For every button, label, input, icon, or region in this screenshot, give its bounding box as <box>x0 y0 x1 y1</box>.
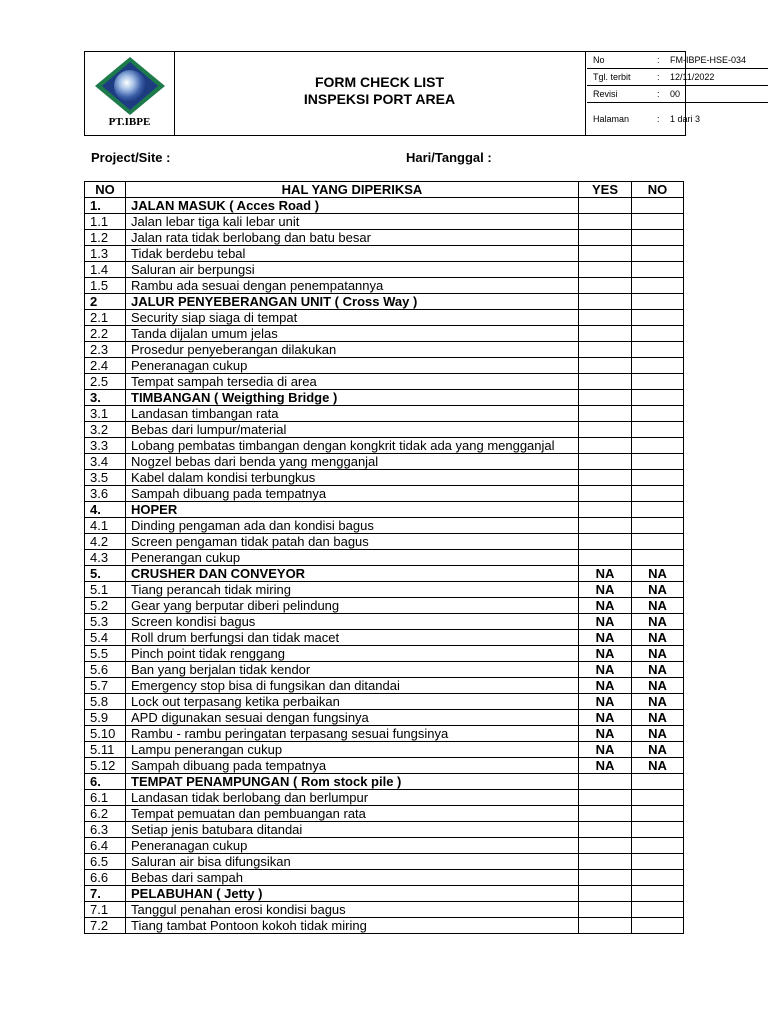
row-number: 5.4 <box>85 630 126 646</box>
table-row <box>85 742 684 758</box>
row-number: 6.1 <box>85 790 126 806</box>
table-row <box>85 550 684 566</box>
row-yes-cell[interactable] <box>579 886 632 902</box>
row-no-cell[interactable] <box>632 534 684 550</box>
table-row <box>85 374 684 390</box>
row-no-cell[interactable] <box>632 358 684 374</box>
row-item: Gear yang berputar diberi pelindung <box>126 598 579 614</box>
row-no-cell[interactable] <box>632 806 684 822</box>
row-no-cell[interactable]: NA <box>632 694 684 710</box>
column-header-no: NO <box>85 182 126 198</box>
row-no-cell[interactable] <box>632 326 684 342</box>
table-row <box>85 406 684 422</box>
row-no-cell[interactable] <box>632 822 684 838</box>
row-item: Rambu ada sesuai dengan penempatannya <box>126 278 579 294</box>
table-row <box>85 758 684 774</box>
row-no-cell[interactable] <box>632 918 684 934</box>
company-name: PT.IBPE <box>108 116 151 128</box>
meta-row-revision: Revisi : 00 <box>587 86 768 103</box>
row-number: 4.3 <box>85 550 126 566</box>
row-item: Tiang perancah tidak miring <box>126 582 579 598</box>
column-header-no-answer: NO <box>632 182 684 198</box>
row-item: Peneranagan cukup <box>126 838 579 854</box>
project-site-label: Project/Site : <box>91 150 171 165</box>
row-yes-cell[interactable] <box>579 902 632 918</box>
row-no-cell[interactable] <box>632 550 684 566</box>
row-number: 3. <box>85 390 126 406</box>
row-item: Landasan timbangan rata <box>126 406 579 422</box>
row-no-cell[interactable] <box>632 310 684 326</box>
section-row <box>85 294 684 310</box>
section-row <box>85 390 684 406</box>
row-no-cell[interactable] <box>632 230 684 246</box>
row-item: CRUSHER DAN CONVEYOR <box>126 566 579 582</box>
row-no-cell[interactable]: NA <box>632 646 684 662</box>
row-yes-cell[interactable] <box>579 454 632 470</box>
row-no-cell[interactable]: NA <box>632 710 684 726</box>
table-row <box>85 710 684 726</box>
row-no-cell[interactable]: NA <box>632 598 684 614</box>
row-number: 7.1 <box>85 902 126 918</box>
row-number: 5.8 <box>85 694 126 710</box>
row-item: TEMPAT PENAMPUNGAN ( Rom stock pile ) <box>126 774 579 790</box>
row-number: 2.1 <box>85 310 126 326</box>
table-row <box>85 662 684 678</box>
row-number: 3.2 <box>85 422 126 438</box>
section-row <box>85 774 684 790</box>
row-item: Tidak berdebu tebal <box>126 246 579 262</box>
row-number: 3.6 <box>85 486 126 502</box>
logo-cell <box>85 52 175 135</box>
table-header-row <box>85 182 684 198</box>
section-row <box>85 886 684 902</box>
form-title-line2: INSPEKSI PORT AREA <box>303 90 456 107</box>
section-row <box>85 566 684 582</box>
table-row <box>85 870 684 886</box>
row-number: 3.5 <box>85 470 126 486</box>
row-number: 7. <box>85 886 126 902</box>
row-no-cell[interactable] <box>632 438 684 454</box>
row-no-cell[interactable] <box>632 870 684 886</box>
table-row <box>85 246 684 262</box>
row-no-cell[interactable] <box>632 262 684 278</box>
row-item: Prosedur penyeberangan dilakukan <box>126 342 579 358</box>
document-meta <box>587 52 747 135</box>
table-row <box>85 262 684 278</box>
row-yes-cell[interactable] <box>579 278 632 294</box>
row-number: 5.7 <box>85 678 126 694</box>
row-number: 1.1 <box>85 214 126 230</box>
row-yes-cell[interactable] <box>579 470 632 486</box>
table-row <box>85 854 684 870</box>
row-no-cell[interactable]: NA <box>632 758 684 774</box>
row-yes-cell[interactable] <box>579 486 632 502</box>
row-yes-cell[interactable] <box>579 294 632 310</box>
row-yes-cell[interactable] <box>579 262 632 278</box>
row-number: 1.5 <box>85 278 126 294</box>
row-no-cell[interactable] <box>632 774 684 790</box>
row-yes-cell[interactable]: NA <box>579 614 632 630</box>
row-item: TIMBANGAN ( Weigthing Bridge ) <box>126 390 579 406</box>
row-item: Tanda dijalan umum jelas <box>126 326 579 342</box>
row-no-cell[interactable] <box>632 278 684 294</box>
row-item: Kabel dalam kondisi terbungkus <box>126 470 579 486</box>
row-number: 2.2 <box>85 326 126 342</box>
row-item: Tempat pemuatan dan pembuangan rata <box>126 806 579 822</box>
row-yes-cell[interactable]: NA <box>579 758 632 774</box>
table-row <box>85 838 684 854</box>
row-number: 5.6 <box>85 662 126 678</box>
row-number: 5. <box>85 566 126 582</box>
row-item: Sampah dibuang pada tempatnya <box>126 486 579 502</box>
company-logo <box>94 56 166 116</box>
row-item: Lampu penerangan cukup <box>126 742 579 758</box>
table-row <box>85 822 684 838</box>
row-item: Pinch point tidak renggang <box>126 646 579 662</box>
table-row <box>85 678 684 694</box>
table-row <box>85 342 684 358</box>
table-row <box>85 486 684 502</box>
meta-row-issue-date: Tgl. terbit : 12/11/2022 <box>587 69 768 86</box>
row-no-cell[interactable] <box>632 902 684 918</box>
table-row <box>85 694 684 710</box>
row-item: Saluran air bisa difungsikan <box>126 854 579 870</box>
table-row <box>85 518 684 534</box>
table-row <box>85 918 684 934</box>
section-row <box>85 502 684 518</box>
row-number: 5.1 <box>85 582 126 598</box>
row-yes-cell[interactable] <box>579 854 632 870</box>
table-row <box>85 438 684 454</box>
row-no-cell[interactable]: NA <box>632 662 684 678</box>
table-row <box>85 534 684 550</box>
table-row <box>85 902 684 918</box>
row-yes-cell[interactable] <box>579 870 632 886</box>
row-number: 5.9 <box>85 710 126 726</box>
row-number: 6.5 <box>85 854 126 870</box>
row-number: 5.5 <box>85 646 126 662</box>
row-yes-cell[interactable]: NA <box>579 678 632 694</box>
checklist-rows <box>85 198 684 934</box>
row-number: 7.2 <box>85 918 126 934</box>
row-no-cell[interactable] <box>632 854 684 870</box>
row-item: JALUR PENYEBERANGAN UNIT ( Cross Way ) <box>126 294 579 310</box>
row-number: 6.2 <box>85 806 126 822</box>
row-number: 1.2 <box>85 230 126 246</box>
row-item: Emergency stop bisa di fungsikan dan ditandai <box>126 678 579 694</box>
row-number: 1.3 <box>85 246 126 262</box>
row-yes-cell[interactable]: NA <box>579 598 632 614</box>
row-yes-cell[interactable] <box>579 838 632 854</box>
row-no-cell[interactable] <box>632 374 684 390</box>
table-row <box>85 646 684 662</box>
row-number: 5.12 <box>85 758 126 774</box>
row-item: JALAN MASUK ( Acces Road ) <box>126 198 579 214</box>
table-row <box>85 310 684 326</box>
row-number: 6.4 <box>85 838 126 854</box>
row-no-cell[interactable]: NA <box>632 726 684 742</box>
row-item: PELABUHAN ( Jetty ) <box>126 886 579 902</box>
form-title-line1: FORM CHECK LIST <box>314 73 445 90</box>
row-item: Ban yang berjalan tidak kendor <box>126 662 579 678</box>
row-no-cell[interactable] <box>632 390 684 406</box>
row-no-cell[interactable] <box>632 502 684 518</box>
row-item: Penerangan cukup <box>126 550 579 566</box>
row-yes-cell[interactable] <box>579 358 632 374</box>
row-no-cell[interactable] <box>632 214 684 230</box>
row-item: Sampah dibuang pada tempatnya <box>126 758 579 774</box>
row-yes-cell[interactable] <box>579 374 632 390</box>
row-item: Landasan tidak berlobang dan berlumpur <box>126 790 579 806</box>
row-no-cell[interactable] <box>632 838 684 854</box>
row-item: HOPER <box>126 502 579 518</box>
table-row <box>85 326 684 342</box>
row-no-cell[interactable]: NA <box>632 678 684 694</box>
row-number: 2.3 <box>85 342 126 358</box>
form-title <box>174 52 586 135</box>
table-row <box>85 214 684 230</box>
checklist-table <box>84 181 684 934</box>
row-number: 2.4 <box>85 358 126 374</box>
row-yes-cell[interactable]: NA <box>579 566 632 582</box>
row-item: Rambu - rambu peringatan terpasang sesuai fungsinya <box>126 726 579 742</box>
row-yes-cell[interactable] <box>579 406 632 422</box>
row-yes-cell[interactable] <box>579 534 632 550</box>
date-label: Hari/Tanggal : <box>406 150 492 165</box>
row-number: 2.5 <box>85 374 126 390</box>
table-row <box>85 614 684 630</box>
row-yes-cell[interactable] <box>579 214 632 230</box>
row-yes-cell[interactable]: NA <box>579 582 632 598</box>
table-row <box>85 598 684 614</box>
column-header-item: HAL YANG DIPERIKSA <box>126 182 579 198</box>
meta-row-number: No : FM-IBPE-HSE-034 <box>587 52 768 69</box>
row-number: 6. <box>85 774 126 790</box>
column-header-yes: YES <box>579 182 632 198</box>
row-no-cell[interactable] <box>632 246 684 262</box>
document-header <box>84 51 747 136</box>
row-yes-cell[interactable] <box>579 806 632 822</box>
row-item: Lobang pembatas timbangan dengan kongkrit tidak ada yang mengganjal <box>126 438 579 454</box>
row-number: 3.3 <box>85 438 126 454</box>
table-row <box>85 230 684 246</box>
table-row <box>85 422 684 438</box>
row-yes-cell[interactable] <box>579 518 632 534</box>
row-item: Lock out terpasang ketika perbaikan <box>126 694 579 710</box>
row-number: 3.1 <box>85 406 126 422</box>
row-number: 4. <box>85 502 126 518</box>
row-yes-cell[interactable]: NA <box>579 646 632 662</box>
row-item: Screen kondisi bagus <box>126 614 579 630</box>
row-number: 4.2 <box>85 534 126 550</box>
row-no-cell[interactable] <box>632 422 684 438</box>
row-item: Jalan rata tidak berlobang dan batu besar <box>126 230 579 246</box>
table-row <box>85 470 684 486</box>
row-no-cell[interactable] <box>632 790 684 806</box>
row-yes-cell[interactable] <box>579 230 632 246</box>
row-yes-cell[interactable] <box>579 822 632 838</box>
row-yes-cell[interactable] <box>579 342 632 358</box>
row-item: Roll drum berfungsi dan tidak macet <box>126 630 579 646</box>
row-item: Bebas dari lumpur/material <box>126 422 579 438</box>
row-yes-cell[interactable]: NA <box>579 710 632 726</box>
row-number: 1.4 <box>85 262 126 278</box>
row-no-cell[interactable] <box>632 518 684 534</box>
row-number: 2 <box>85 294 126 310</box>
row-item: Nogzel bebas dari benda yang mengganjal <box>126 454 579 470</box>
row-no-cell[interactable]: NA <box>632 630 684 646</box>
row-number: 4.1 <box>85 518 126 534</box>
row-yes-cell[interactable]: NA <box>579 694 632 710</box>
row-yes-cell[interactable] <box>579 918 632 934</box>
row-number: 1. <box>85 198 126 214</box>
row-yes-cell[interactable]: NA <box>579 742 632 758</box>
row-no-cell[interactable] <box>632 886 684 902</box>
row-item: Peneranagan cukup <box>126 358 579 374</box>
row-yes-cell[interactable] <box>579 774 632 790</box>
row-item: Tiang tambat Pontoon kokoh tidak miring <box>126 918 579 934</box>
row-yes-cell[interactable]: NA <box>579 630 632 646</box>
row-item: Dinding pengaman ada dan kondisi bagus <box>126 518 579 534</box>
table-row <box>85 630 684 646</box>
row-number: 5.10 <box>85 726 126 742</box>
row-number: 3.4 <box>85 454 126 470</box>
row-yes-cell[interactable]: NA <box>579 662 632 678</box>
row-no-cell[interactable] <box>632 454 684 470</box>
section-row <box>85 198 684 214</box>
row-number: 5.3 <box>85 614 126 630</box>
table-row <box>85 278 684 294</box>
table-row <box>85 582 684 598</box>
row-item: Jalan lebar tiga kali lebar unit <box>126 214 579 230</box>
row-yes-cell[interactable] <box>579 198 632 214</box>
table-row <box>85 806 684 822</box>
row-no-cell[interactable]: NA <box>632 614 684 630</box>
row-yes-cell[interactable] <box>579 790 632 806</box>
table-row <box>85 454 684 470</box>
table-row <box>85 358 684 374</box>
row-no-cell[interactable]: NA <box>632 582 684 598</box>
row-item: Setiap jenis batubara ditandai <box>126 822 579 838</box>
row-number: 6.6 <box>85 870 126 886</box>
row-item: Bebas dari sampah <box>126 870 579 886</box>
row-yes-cell[interactable] <box>579 502 632 518</box>
row-item: Saluran air berpungsi <box>126 262 579 278</box>
row-yes-cell[interactable] <box>579 422 632 438</box>
row-yes-cell[interactable] <box>579 550 632 566</box>
row-number: 5.2 <box>85 598 126 614</box>
row-yes-cell[interactable] <box>579 438 632 454</box>
meta-row-page: Halaman : 1 dari 3 <box>593 114 701 124</box>
row-no-cell[interactable] <box>632 486 684 502</box>
row-no-cell[interactable]: NA <box>632 566 684 582</box>
row-number: 5.11 <box>85 742 126 758</box>
row-no-cell[interactable] <box>632 342 684 358</box>
row-no-cell[interactable] <box>632 294 684 310</box>
row-item: Security siap siaga di tempat <box>126 310 579 326</box>
row-no-cell[interactable] <box>632 198 684 214</box>
table-row <box>85 790 684 806</box>
row-no-cell[interactable] <box>632 470 684 486</box>
row-yes-cell[interactable] <box>579 390 632 406</box>
row-item: Screen pengaman tidak patah dan bagus <box>126 534 579 550</box>
row-yes-cell[interactable]: NA <box>579 726 632 742</box>
row-yes-cell[interactable] <box>579 246 632 262</box>
row-no-cell[interactable]: NA <box>632 742 684 758</box>
row-number: 6.3 <box>85 822 126 838</box>
table-row <box>85 726 684 742</box>
row-item: APD digunakan sesuai dengan fungsinya <box>126 710 579 726</box>
row-item: Tanggul penahan erosi kondisi bagus <box>126 902 579 918</box>
row-item: Tempat sampah tersedia di area <box>126 374 579 390</box>
row-yes-cell[interactable] <box>579 326 632 342</box>
row-no-cell[interactable] <box>632 406 684 422</box>
row-yes-cell[interactable] <box>579 310 632 326</box>
